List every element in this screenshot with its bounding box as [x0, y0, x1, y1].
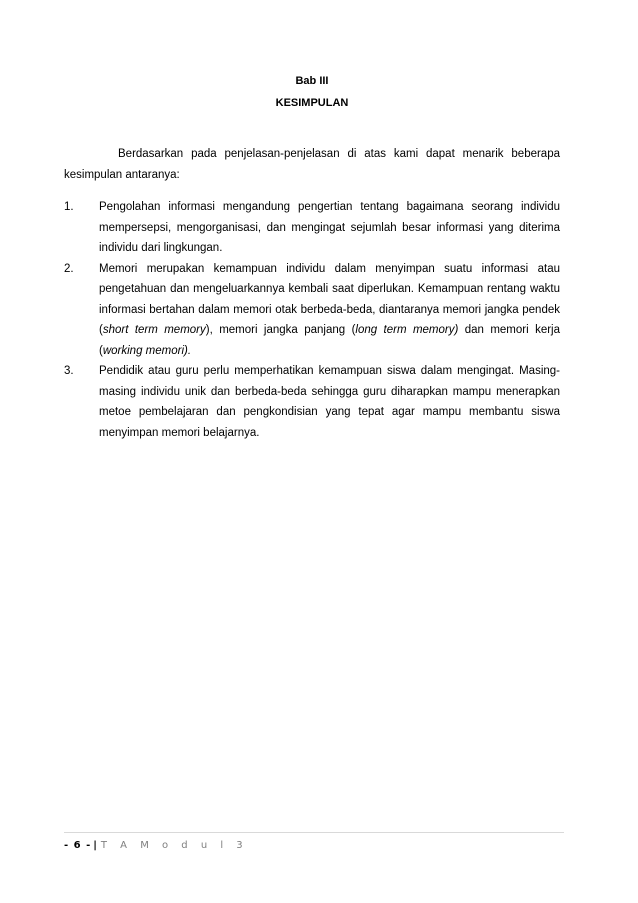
module-name: T A M o d u l 3	[100, 840, 248, 851]
item-number: 1.	[64, 201, 74, 213]
conclusion-item-1	[64, 197, 560, 259]
footer-separator: |	[93, 840, 97, 851]
item-text-part: dan memori kerja (	[99, 324, 560, 357]
term-long-term-memory: long term memory)	[355, 324, 459, 336]
conclusion-item-3	[64, 361, 560, 443]
item-text	[99, 259, 560, 362]
item-number: 3.	[64, 365, 74, 377]
page-number: - 6 -	[64, 840, 92, 851]
footer-text	[64, 839, 248, 853]
chapter-heading: Bab III	[295, 75, 329, 87]
item-number: 2.	[64, 262, 74, 275]
chapter-title: KESIMPULAN	[275, 97, 349, 109]
conclusion-item-2	[64, 259, 560, 362]
term-short-term-memory: short term memory	[102, 324, 206, 336]
item-text: Pendidik atau guru perlu memperhatikan kemampuan siswa dalam mengingat. Masing-masing individu unik dan berbeda-beda sehingga guru diharapkan mampu menerapkan metoe pembelajaran dan pengkondisian yang tepat agar mampu membantu siswa menyimpan memori belajarnya.	[99, 365, 560, 439]
intro-paragraph: Berdasarkan pada penjelasan-penjelasan di atas kami dapat menarik beberapa kesimpulan antaranya:	[64, 148, 560, 181]
item-text: Pengolahan informasi mengandung pengertian tentang bagaimana seorang individu mempersepsi, mengorganisasi, dan mengingat sejumlah besar informasi yang diterima individu dari lingkungan.	[99, 201, 560, 254]
item-text-part: ), memori jangka panjang (	[205, 324, 356, 336]
page-footer	[64, 832, 564, 851]
term-working-memory: working memori).	[102, 344, 192, 357]
item-text-part: Memori merupakan kemampuan individu dalam menyimpan suatu informasi atau pengetahuan dan mengeluarkannya kembali saat diperlukan. Kemampuan rentang waktu informasi bertahan dalam memori otak berbeda-beda, diantaranya memori jangka pendek (	[99, 262, 560, 336]
conclusion-list	[64, 197, 560, 443]
